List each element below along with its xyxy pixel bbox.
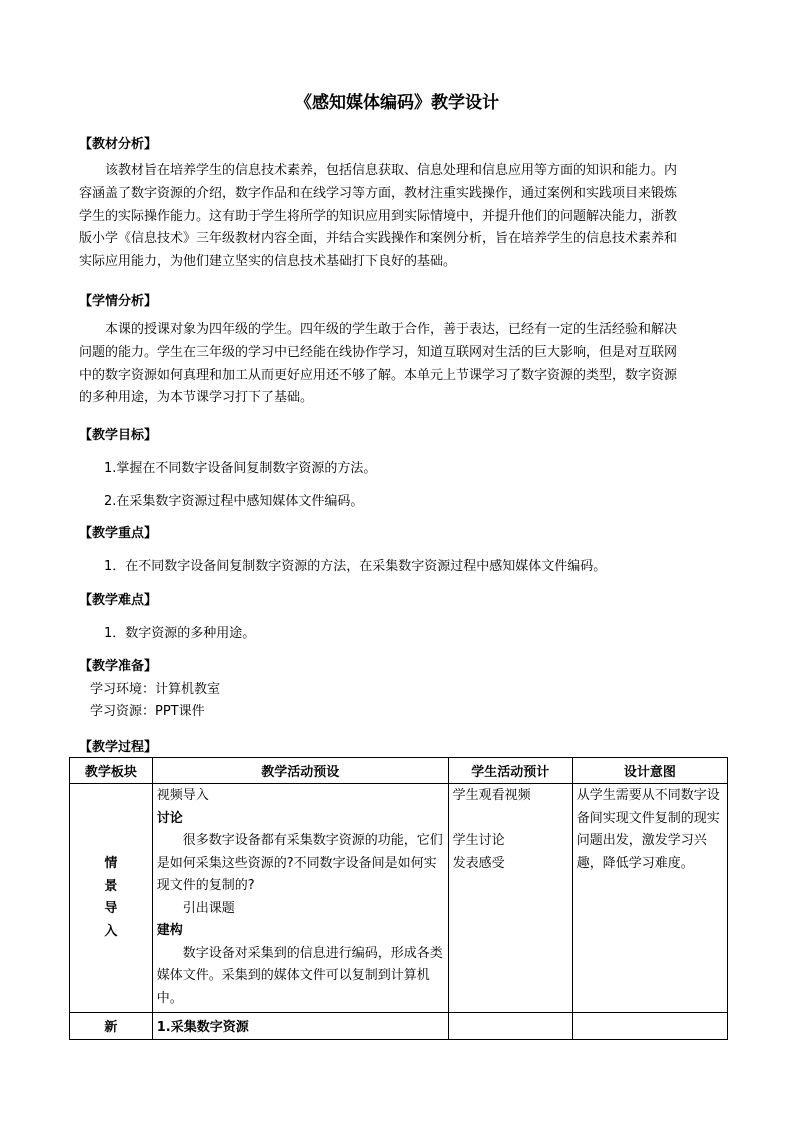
teacher-activity-cell [152,784,448,1013]
activity-subheading: 建构 [156,923,183,938]
stage-char: 景 [104,878,118,894]
goal-item: 2.在采集数字资源过程中感知媒体文件编码。 [104,494,364,509]
heading-textbook-analysis: 【教材分析】 [79,137,158,152]
stage-char: 导 [104,901,118,916]
stage-char: 入 [104,923,118,939]
text-line: 容涵盖了数字资源的介绍，数字作品和在线学习等方面，教材注重实践操作，通过案例和实践项目来锻炼 [79,185,678,201]
learning-environment: 学习环境：计算机教室 [90,682,221,697]
text-line: 学生的实际操作能力。这有助于学生将所学的知识应用到实际情境中，并提升他们的问题解决能力，浙教 [79,208,678,224]
activity-text: 视频导入 [156,788,209,803]
column-header: 学生活动预计 [448,758,572,784]
table-row [70,1013,728,1040]
text-line: 版小学《信息技术》三年级教材内容全面，并结合实践操作和案例分析，旨在培养学生的信息技术素养和 [79,231,678,247]
heading-preparation: 【教学准备】 [79,659,158,674]
activity-text: 很多数字设备都有采集数字资源的功能，它们是如何采集这些资源的?不同数字设备间是如何实现文件的复制的? [156,833,443,893]
heading-key-points: 【教学重点】 [79,526,158,541]
heading-teaching-process: 【教学过程】 [79,740,158,755]
student-activity-cell [448,1013,572,1040]
text-line: 中的数字资源如何真理和加工从而更好应用还不够了解。本单元上节课学习了数字资源的类型，数字资源 [79,367,678,383]
student-activity-cell [448,784,572,1013]
stage-char: 情 [104,856,118,871]
column-header: 设计意图 [572,758,727,784]
learning-resources: 学习资源：PPT课件 [90,704,205,719]
student-activity-text: 发表感受 [452,855,505,871]
activity-subheading: 讨论 [156,810,183,826]
paragraph-student-analysis [79,319,721,410]
text-line: 本课的授课对象为四年级的学生。四年级的学生敢于合作，善于表达，已经有一定的生活经验和解决 [105,322,678,337]
teaching-process-table [69,757,728,1040]
heading-difficult-points: 【教学难点】 [79,593,158,608]
student-activity-text: 学生观看视频 [452,788,531,803]
table-header-row [70,758,728,784]
design-intent-cell [572,784,727,1013]
design-intent-cell [572,1013,727,1040]
document-title: 《感知媒体编码》教学设计 [295,93,499,113]
goal-item: 1.掌握在不同数字设备间复制数字资源的方法。 [104,461,377,476]
stage-cell: 新 [70,1013,153,1040]
column-header: 教学板块 [70,758,153,784]
activity-text: 数字设备对采集到的信息进行编码，形成各类媒体文件。采集到的媒体文件可以复制到计算机中。 [156,945,443,1006]
activity-text: 引出课题 [182,900,235,916]
student-activity-text: 学生讨论 [452,833,505,848]
text-line: 该教材旨在培养学生的信息技术素养，包括信息获取、信息处理和信息应用等方面的知识和能力。内 [105,163,678,178]
teacher-activity-cell: 1.采集数字资源 [152,1013,448,1040]
table-row [70,784,728,1013]
key-point-item: 1．在不同数字设备间复制数字资源的方法，在采集数字资源过程中感知媒体文件编码。 [104,559,607,574]
paragraph-textbook-analysis [79,160,721,274]
heading-teaching-goals: 【教学目标】 [79,428,158,443]
design-intent-text: 从学生需要从不同数字设备间实现文件复制的现实问题出发，激发学习兴趣，降低学习难度。 [576,788,720,871]
column-header: 教学活动预设 [152,758,448,784]
heading-student-analysis: 【学情分析】 [79,294,158,309]
text-line: 问题的能力。学生在三年级的学习中已经能在线协作学习，知道互联网对生活的巨大影响，但是对互联网 [79,344,678,360]
text-line: 实际应用能力，为他们建立坚实的信息技术基础打下良好的基础。 [79,254,457,270]
stage-cell [70,784,153,1013]
text-line: 的多种用途，为本节课学习打下了基础。 [79,390,314,406]
difficult-point-item: 1．数字资源的多种用途。 [104,626,256,641]
